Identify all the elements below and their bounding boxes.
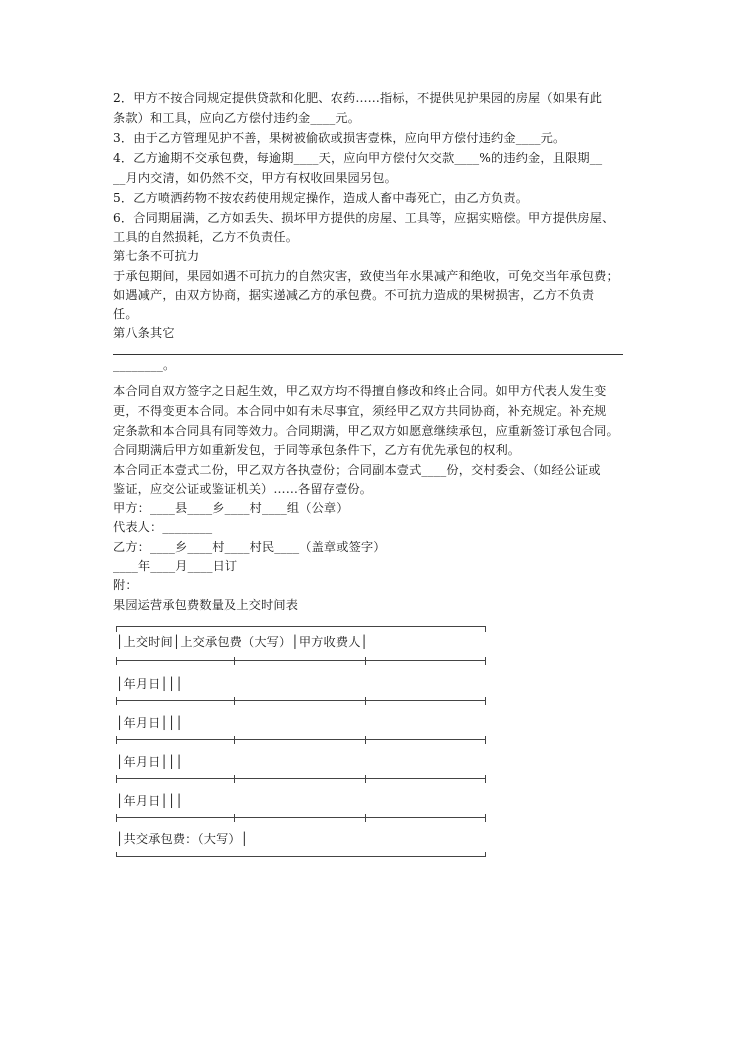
table-bottom-border (116, 856, 486, 857)
table-row: │年月日│││ (116, 677, 183, 691)
table-rule-4 (116, 778, 486, 779)
table-row: │年月日│││ (116, 755, 183, 769)
table-rule-3 (116, 739, 486, 740)
appendix-label: 附： (113, 578, 138, 592)
closing-line-4: 合同期满后甲方如重新发包，于同等承包条件下，乙方有优先承包的权利。 (113, 443, 521, 457)
clause-4-line-1: 4．乙方逾期不交承包费，每逾期____天，应向甲方偿付欠交款____%的违约金，且限期__ (113, 151, 603, 165)
article-8-blank-line (113, 354, 623, 355)
table-total-row: │共交承包费：（大写）│ (116, 832, 249, 846)
article-7-heading: 第七条不可抗力 (113, 249, 200, 263)
closing-line-1: 本合同自双方签字之日起生效，甲乙双方均不得擅自修改和终止合同。如甲方代表人发生变 (113, 384, 607, 398)
table-rule-5 (116, 817, 486, 818)
clause-2-line-2: 条款）和工具，应向乙方偿付违约金____元。 (113, 111, 361, 125)
clause-3-line-1: 3．由于乙方管理见护不善，果树被偷砍或损害壹株，应向甲方偿付违约金____元。 (113, 131, 566, 145)
closing-line-2: 更，不得变更本合同。本合同中如有未尽事宜，须经甲乙双方共同协商，补充规定。补充规 (113, 404, 607, 418)
clause-6-line-2: 工具的自然损耗，乙方不负责任。 (113, 230, 299, 244)
table-row: │年月日│││ (116, 716, 183, 730)
article-7-body-3: 任。 (113, 307, 138, 321)
table-rule-2 (116, 700, 486, 701)
clause-6-line-1: 6．合同期届满，乙方如丢失、损坏甲方提供的房屋、工具等，应据实赔偿。甲方提供房屋、 (113, 211, 615, 225)
representative-signature: 代表人：________ (113, 520, 213, 534)
article-8-blank-end: ________。 (113, 358, 176, 372)
clause-4-line-2: __月内交清，如仍然不交，甲方有权收回果园另包。 (113, 171, 397, 185)
sign-date: ____年____月____日订 (113, 559, 238, 573)
closing-line-5: 本合同正本壹式二份，甲乙双方各执壹份；合同副本壹式____份，交村委会、（如经公证或 (113, 463, 601, 477)
table-header-row: │上交时间│上交承包费（大写）│甲方收费人│ (116, 635, 369, 649)
article-8-heading: 第八条其它 (113, 326, 175, 340)
article-7-body-2: 如遇减产，由双方协商，据实递减乙方的承包费。不可抗力造成的果树损害，乙方不负责 (113, 288, 595, 302)
table-top-border (116, 626, 486, 627)
closing-line-3: 定条款和本合同具有同等效力。合同期满，甲乙双方如愿意继续承包，应重新签订承包合同。 (113, 424, 619, 438)
clause-2-line-1: 2．甲方不按合同规定提供贷款和化肥、农药……指标，不提供见护果园的房屋（如果有此 (113, 91, 603, 105)
party-a-signature: 甲方：____县____乡____村____组（公章） (113, 501, 349, 515)
appendix-table-title: 果园运营承包费数量及上交时间表 (113, 598, 299, 612)
party-b-signature: 乙方：____乡____村____村民____（盖章或签字） (113, 540, 386, 554)
clause-5-line-1: 5．乙方喷洒药物不按农药使用规定操作，造成人畜中毒死亡，由乙方负责。 (113, 191, 529, 205)
article-7-body-1: 于承包期间，果园如遇不可抗力的自然灾害，致使当年水果减产和绝收，可免交当年承包费； (113, 269, 619, 283)
table-rule-1 (116, 660, 486, 661)
table-row: │年月日│││ (116, 794, 183, 808)
closing-line-6: 鉴证，应交公证或鉴证机关）……各留存壹份。 (113, 482, 373, 496)
